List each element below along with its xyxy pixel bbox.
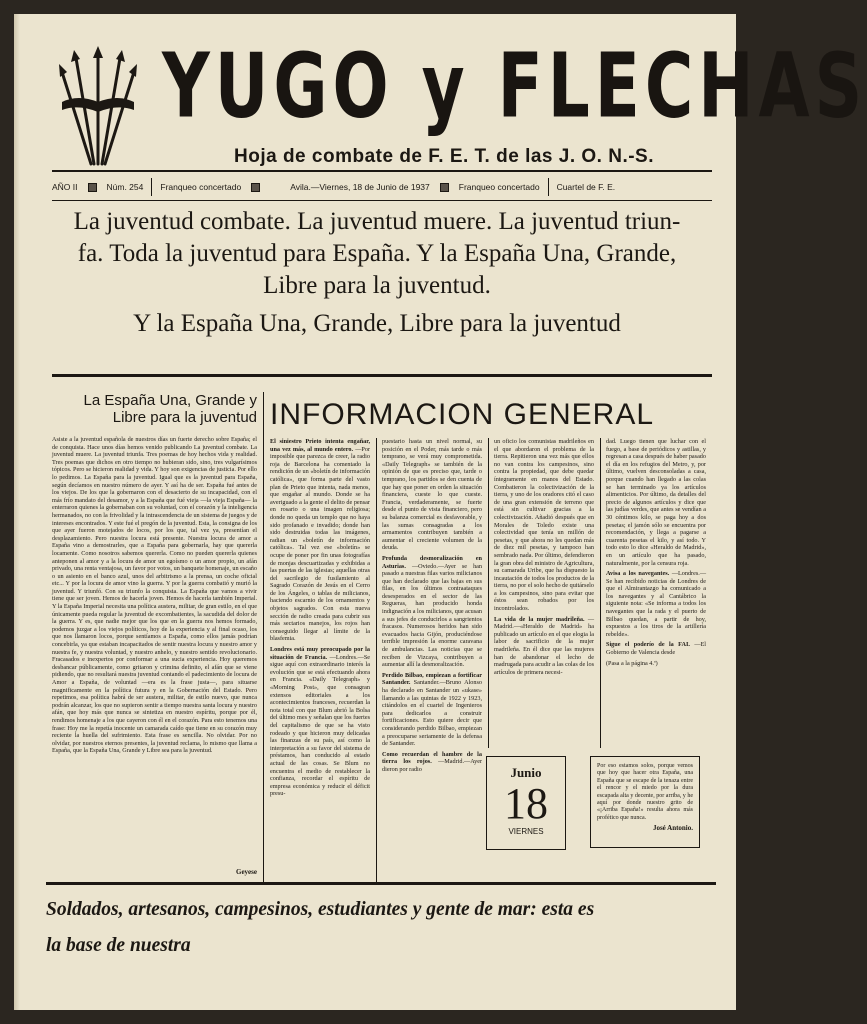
news-item-text: —El Gobierno de Valencia desde xyxy=(606,641,707,657)
issue-info-bar xyxy=(52,174,712,200)
issue-number: Núm. 254 xyxy=(106,182,144,192)
news-item xyxy=(382,555,482,669)
news-item-heading: Perdido Bilbao, empiezan a fortificar Santander. xyxy=(382,671,482,687)
news-item-text: Santander.—Bruno Alonso ha declarado en Santander un «ukase» llamando a las quintas de 1922 y 1923, citándolos en el cuartel de Ingenieros para dedicarlos a construir fortificaciones. Esto quiere decir que considerando perdido Bilbao, empiezan a preocuparse seriamente de la defensa de Santander. xyxy=(382,679,482,748)
news-item xyxy=(382,672,482,748)
news-item xyxy=(382,751,482,774)
main-headline xyxy=(52,206,702,340)
divider xyxy=(151,178,152,196)
quote-text: Por eso estamos solos, porque vemos que hoy que hacer otra España, una España que se escape de la tenaza entre el rencor y el miedo por la dura escapada alta y decente, por arriba, y he aquí por donde nuestro grito de «¡Arriba España!» resulta ahora más profético que nunca. xyxy=(597,763,693,821)
date-month: Junio xyxy=(510,765,542,780)
editorial-signature: Geyese xyxy=(236,868,257,876)
headline-line: Y la España Una, Grande, Libre para la juventud xyxy=(133,310,621,337)
bottom-line: Soldados, artesanos, campesinos, estudiantes y gente de mar: esta es xyxy=(46,899,595,920)
news-item-text: —Oviedo.—Ayer se han pasado a nuestras filas varios milicianos que han declarado que las bajas en sus filas, en los últimos contraataques desesperados en el sector de las Regueras, han producido honda indignación a los milicianos, que acusan a sus jefes de conducirlos a sangrientos fracasos. Numerosos heridos han sido evacuados hacia Gijón, produciéndose terrible impresión la enorme caravana de ambulancias. Las noticias que se reciben de Vizcaya, contribuyen a aumentar allí la desmoralización. xyxy=(382,562,483,669)
news-item-text: (Pasa a la página 4.ª) xyxy=(606,659,658,667)
news-item-text: —Madrid.—«Heraldo de Madrid» ha publicado un artículo en el que elogia la labor de sacrificio de la mujer madrileña. En él dice que las mujeres han de abandonar el lecho de madrugada para acudir a las colas de los artículos de primera necesi- xyxy=(494,615,594,676)
quote-box xyxy=(590,756,700,848)
news-item-heading: La vida de la mujer madrileña. xyxy=(494,615,585,623)
news-item-text: —Londres.—Se sigue aquí con extraordinario interés la evolución que se está efectuando ahora en Francia. «Daily Telegraph» y «Morning Post», que consagran extensos editoriales a los acontecimientos franceses, recuerdan la nota total con que Blum abrió la Bolsa del último mes y señalan que los fuertes del capitalismo de que se ha visto rodeado y que hicieron muy delicadas las finanzas de su país, así como la interpretación a su favor del sistema de préstamos, han conducido al estado actual de las cosas. Se Blum no encuentra el medio de restablecer la confianza, recordar el espíritu de empresa económica y reducir el déficit presu- xyxy=(270,653,371,798)
yoke-and-arrows-icon xyxy=(58,44,138,176)
headline-line: Libre para la juventud. xyxy=(263,272,491,299)
newspaper-page xyxy=(14,14,867,1010)
news-item xyxy=(606,660,706,668)
news-item-text: un oficio los comunistas madrileños en el que abordaron el problema de la tierra. Repitieron una vez más que ellos no van contra los campesinos, sino contra la propiedad, que debe quedar íntegramente en manos del Estado. Combatieron la colectivización de la tierra, y uno de los oradores citó el caso de una gran extensión de terreno que está sin cultivar gracias a la colectivización. Añadió después que en Morales de Toledo existe una colectividad que tenía un millón de pesetas, y que ahora no les quedan más de diez mil pesetas, y tampoco han sembrado nada. Por último, defendieron la gran obra del ministro de Agricultura, su camarada Uribe, que ha dispuesto la incautación de todos los productos de la tierra, no por el solo hecho de quitárselo a los campesinos, sino para evitar que éstos sean robados por los incontrolados. xyxy=(494,438,594,613)
divider xyxy=(376,438,377,882)
divider xyxy=(548,178,549,196)
divider xyxy=(600,438,601,748)
divider xyxy=(52,170,712,172)
square-bullet-icon xyxy=(88,183,97,192)
news-item xyxy=(606,641,706,656)
date-weekday: VIERNES xyxy=(508,827,544,836)
news-item-text: —Madrid.—Ayer dieron por radio xyxy=(382,758,482,773)
bottom-line: la base de nuestra xyxy=(46,935,191,956)
left-editorial xyxy=(52,392,257,862)
square-bullet-icon xyxy=(440,183,449,192)
news-item xyxy=(606,570,706,638)
divider xyxy=(52,374,712,377)
issue-date: Avila.—Viernes, 18 de Junio de 1937 xyxy=(290,182,430,192)
headquarters: Cuartel de F. E. xyxy=(556,182,616,192)
news-column-3 xyxy=(494,438,594,750)
news-item-heading: Como recuerdan el hambre de la tierra los rojos. xyxy=(382,750,482,766)
news-item xyxy=(494,438,594,613)
news-item-text: —Por imposible que parezca de creer, la radio roja de Barcelona ha comentado la rendición de un «boletín de información católica», que forma parte del vasto plan de Prieto que intenta, nada menos, que engañar al mundo. Donde se ha averiguado a la gente el delito de pensar en rosario o una imagen religiosa; donde no queda un templo que no haya sido profanado e invadido; donde han sido destruidas todas las imágenes, radian un «boletín de información católica». Tal vez ese «boletín» se ocupe de poner por fin unas fotografías de monjas descuartizadas y exhibidas a las puertas de las iglesias; aquellas otras del sacrilegio de fusilamiento al Sagrado Corazón de Jesús en el Cerro de los Ángeles, o tablas de milicianos, haciendo escarnio de los ornamentos y objetos sagrados. Con esta nueva sección de radio creada para cubrir sus más sectarios manejos, los rojos han conseguido llegar al límite de la blasfemia. xyxy=(270,445,371,643)
postage-right: Franqueo concertado xyxy=(458,182,540,192)
divider xyxy=(46,882,716,885)
divider xyxy=(488,438,489,748)
news-item-heading: Profunda desmoralización en Asturias. xyxy=(382,554,482,570)
masthead-title: YUGO y FLECHAS xyxy=(162,34,867,138)
news-item xyxy=(270,438,370,643)
news-item xyxy=(494,616,594,677)
issue-year: AÑO II xyxy=(52,182,78,192)
quote-author: José Antonio. xyxy=(652,824,693,833)
editorial-title: La España Una, Grande y Libre para la juventud xyxy=(83,392,257,426)
editorial-body: Asiste a la juventud española de nuestros días un fuerte derecho sobre España; el de conquista. Hace unos días hemos venido publicando La juventud combate. La juventud muere. La juventud triunfa. Tres poemas de hoy hechos vida y realidad. Tres poemas que dichos en otro tiempo no hubieran sido, sino, tres vulgarísimos tópicos. Pero se hicieron realidad y vida. Y hoy son exigencias de justicia. Por ello lo pedimos. La España para la juventud. Igual que es la juventud para España, según decíamos en nuestro número de ayer. Y así ha de ser. España fué antes de los viejos. De los que la gobernaron con el desacierto de su incapacidad, con el más frío mandato del desamor, y a la España que fué vieja —la vieja España— la enterraron quienes la gobernaban con su voluntad, con el corazón y la inteligencia hermanados, no con la frivolidad y la intrascendencia de un sistema de juegos y de intereses encontrados. Y este fué el pregón de la juventud. Esta, la consigna de los que ayer fueron motejados de locos, por los que, tal vez ya, presentían el desplazamiento. Pero nuestra locura está presente. Nuestra locura de amor a España vino a demostrarles, que a España para gobernarla, hay que quererla locamente. Como nosotros sabemos quererla. Como no pueden quererla quienes anteponen al amor y a la locura de amor un egoísmo o un amor propio, un afán privado, una renta ventajosa, un favor por votos, un banquete homenaje, un escaño o un asiento en el banco azul, unos del arbitrismo a la prensa, un coche oficial etc... Y por la locura de amor vino la guerra. Y por la guerra combatió y murió la juventud. Y triunfó. Con su triunfo la conquista. La España que vamos a vivir tiene que ser joven. Hemos de hacerla joven. Hemos de hacerla también Imperial. Y la España Imperial necesita una política austera, militar, de gran estilo, en el que únicamente pueda regular la juventud de excombatientes, la sacudida del dolor de la guerra. Y es, que nadie mejor que los que en la guerra nos hemos formado, podemos juzgar a los viejos políticos, hoy de la experiencia y al final ocaso, los que nos llamaron locos, porque sentíamos a España, como ellos jamás podrían concebirla, ya que estaban incapacitados de sentir nuestra locura y nuestro amor y nuestra fe, y nuestra voluntad, y nuestro anhelo, y nuestro sentido revolucionario. Fracasados e inexpertos por conformar a una sucia experiencia. Hoy queremos desbancar públicamente, como gritaron y crimina definito, el afán que se viene pidiendo, que no resultará nuestra juventud contando el padecimiento de locura de Amor a España, de voluntad —era es la frase justa—, para situarse magnificamente en la política futura y en la Gobernación del Estado. Pero repetimos, esa política habrá de ser austera, militar, de estilo nuevo, que nunca podrán alcanzar, los que no supieron sentir a tiempo nuestra santa locura y nuestro afán, que hoy más que nunca se sintetiza en nuestro espíritu, porque por él, rendimos homenaje a los que cayeron con él en el corazón. Para esto tenemos una frase: Hoy me la repetía inocente un camarada caído que tiene en su corazón muy reciente la huella del sufrimiento. Esta frase es sencilla. No olvidar. Por no olvidar, por nuestros eternos presentes, la juventud reclama, lo mismo que llama a España, que la España Una, Grande y Libre sea para la juventud. xyxy=(52,436,257,755)
headline-line: fa. Toda la juventud para España. Y la España Una, Grande, xyxy=(77,240,677,267)
news-item-text: dad. Luego tienen que luchar con el fuego, a base de periódicos y astillas, y regresan a casa después de haber pasado el día en los refugios del Metro, y, por último, vuelven desconsoladas a casa, porque cuando han llegado a las colas se han terminado ya los artículos alimenticios. Por último, da detalles del precio de algunos artículos y dice que las judías verdes, que antes se vendían a 30 céntimos kilo, se paga hoy a dos pesetas; el jamón sólo se encuentra por recomendación, y llega a pagarse a cuarenta pesetas el kilo, y así todo. Y todo esto lo dice «Heraldo de Madrid», en un artículo que ha pasado, naturalmente, por la censura roja. xyxy=(606,438,706,567)
news-column-2 xyxy=(382,438,482,882)
news-item xyxy=(270,646,370,798)
divider xyxy=(263,392,264,882)
headline-line: La juventud combate. La juventud muere. La juventud triun- xyxy=(73,208,681,235)
page-fold-shadow xyxy=(14,14,20,1010)
date-day: 18 xyxy=(504,779,548,828)
news-item-text: —Londres.—Se han recibido noticias de Londres de que el Almirantazgo ha comunicado a los navegantes y al Cantábrico la siguiente nota: «Se informa a todos los navegantes que la rada y el puerto de Bilbao quedan, a partir de hoy, expuestos a los tiros de la artillería rebelde». xyxy=(606,570,707,638)
bottom-banner xyxy=(46,892,716,964)
square-bullet-icon xyxy=(251,183,260,192)
news-item-heading: El siniestro Prieto intenta engañar, una vez más, al mundo entero. xyxy=(270,438,370,453)
news-item-heading: Avisa a los navegantes. xyxy=(606,570,670,578)
divider xyxy=(52,200,712,201)
news-item-heading: Londres está muy preocupado por la situación de Francia. xyxy=(270,646,370,661)
news-column-1 xyxy=(270,438,370,882)
date-box xyxy=(486,756,566,850)
news-item xyxy=(606,438,706,567)
news-item-text: puestario hasta un nivel normal, su posición en el Poder, más tarde o más temprano, se verá muy comprometida. «Daily Telegraph» se también de la opinión de que es preciso que, tarde o temprano, los partidos se den cuenta de que hay que poner en orden la situación financiera, cueste lo que cueste. Francia, verdaderamente, se fuerte desde el punto de vista financiero, pero su balanza comercial es desfavorable, y las sumas consagradas a los armamentos contribuyen también a aumentar el creciente volumen de la deuda. xyxy=(382,438,482,552)
section-title: INFORMACION GENERAL xyxy=(270,398,655,431)
masthead-subtitle: Hoja de combate de F. E. T. de las J. O. N.-S. xyxy=(234,146,654,167)
postage-left: Franqueo concertado xyxy=(160,182,242,192)
news-column-4 xyxy=(606,438,706,750)
news-item-heading: Sigue el poderío de la FAI. xyxy=(606,641,690,649)
news-item xyxy=(382,438,482,552)
